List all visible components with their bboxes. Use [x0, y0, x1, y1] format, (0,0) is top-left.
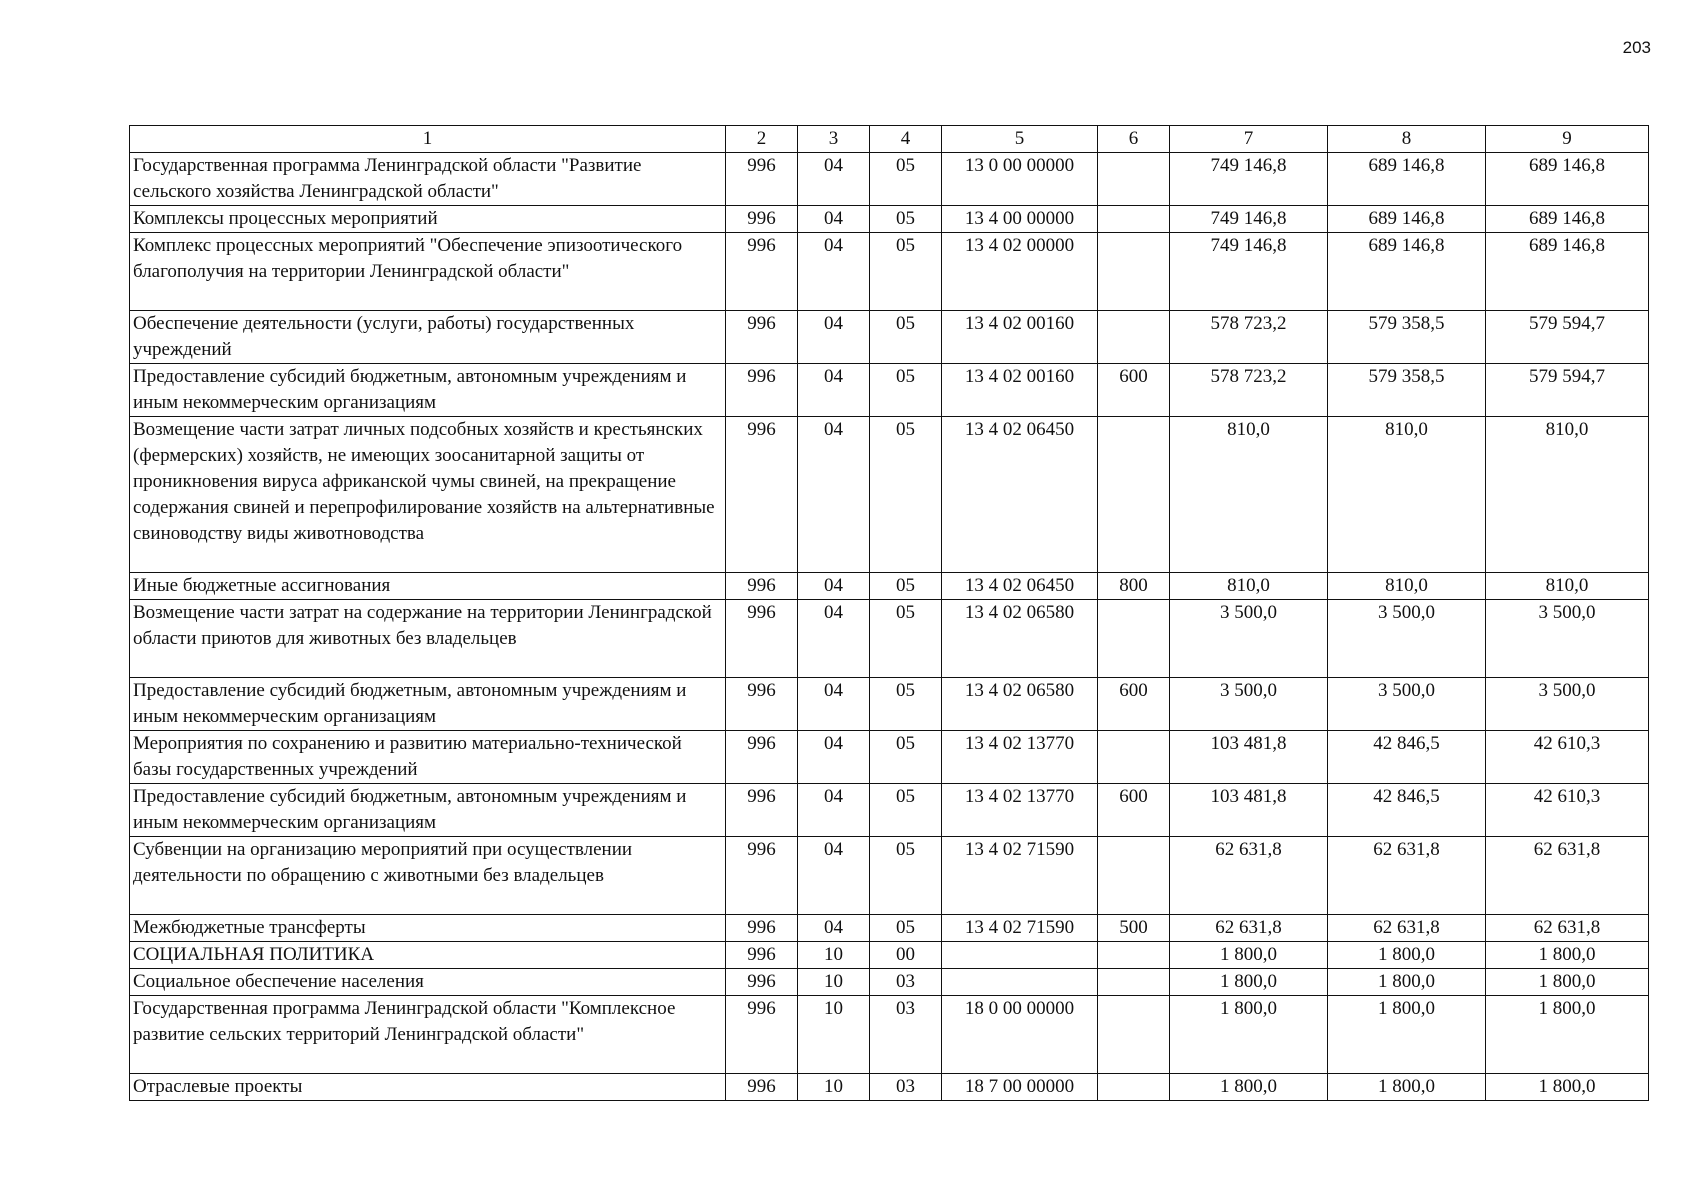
table-row	[130, 206, 1649, 233]
row-name: Государственная программа Ленинградской области "Комплексное развитие сельских территорий Ленинградской области"	[130, 996, 726, 1074]
row-target-code: 18 7 00 00000	[942, 1074, 1098, 1101]
row-amount-col7: 1 800,0	[1170, 942, 1328, 969]
row-section-code: 996	[726, 1074, 798, 1101]
row-amount-col7: 810,0	[1170, 573, 1328, 600]
row-amount-col9: 62 631,8	[1486, 915, 1649, 942]
row-section-code: 996	[726, 153, 798, 206]
row-amount-col7: 749 146,8	[1170, 206, 1328, 233]
row-expense-type	[1098, 996, 1170, 1074]
header-row	[130, 126, 1649, 153]
row-expense-type	[1098, 311, 1170, 364]
row-amount-col7: 1 800,0	[1170, 1074, 1328, 1101]
row-chapter-code: 10	[798, 996, 870, 1074]
row-section-code: 996	[726, 600, 798, 678]
row-amount-col9: 689 146,8	[1486, 153, 1649, 206]
column-header: 4	[870, 126, 942, 153]
row-target-code: 13 4 02 13770	[942, 731, 1098, 784]
table-row	[130, 600, 1649, 678]
row-chapter-code: 04	[798, 573, 870, 600]
row-chapter-code: 04	[798, 417, 870, 573]
row-subchapter-code: 05	[870, 153, 942, 206]
row-amount-col7: 749 146,8	[1170, 153, 1328, 206]
row-section-code: 996	[726, 678, 798, 731]
row-section-code: 996	[726, 915, 798, 942]
row-expense-type: 800	[1098, 573, 1170, 600]
column-header: 2	[726, 126, 798, 153]
row-chapter-code: 04	[798, 600, 870, 678]
row-section-code: 996	[726, 996, 798, 1074]
row-expense-type: 600	[1098, 678, 1170, 731]
row-expense-type	[1098, 942, 1170, 969]
row-amount-col7: 3 500,0	[1170, 600, 1328, 678]
row-chapter-code: 04	[798, 915, 870, 942]
row-chapter-code: 10	[798, 1074, 870, 1101]
row-amount-col7: 62 631,8	[1170, 915, 1328, 942]
row-amount-col8: 3 500,0	[1328, 600, 1486, 678]
row-name: Межбюджетные трансферты	[130, 915, 726, 942]
row-chapter-code: 04	[798, 837, 870, 915]
row-chapter-code: 04	[798, 233, 870, 311]
row-chapter-code: 04	[798, 364, 870, 417]
row-amount-col9: 810,0	[1486, 417, 1649, 573]
row-expense-type	[1098, 417, 1170, 573]
row-section-code: 996	[726, 969, 798, 996]
row-expense-type	[1098, 600, 1170, 678]
row-subchapter-code: 05	[870, 311, 942, 364]
row-expense-type	[1098, 837, 1170, 915]
row-amount-col7: 578 723,2	[1170, 364, 1328, 417]
row-amount-col8: 579 358,5	[1328, 311, 1486, 364]
row-expense-type	[1098, 206, 1170, 233]
column-header: 9	[1486, 126, 1649, 153]
table-row	[130, 942, 1649, 969]
row-subchapter-code: 05	[870, 784, 942, 837]
column-header: 7	[1170, 126, 1328, 153]
row-target-code: 13 4 02 71590	[942, 915, 1098, 942]
row-target-code: 13 4 02 00160	[942, 364, 1098, 417]
row-amount-col8: 579 358,5	[1328, 364, 1486, 417]
row-chapter-code: 10	[798, 942, 870, 969]
row-amount-col9: 62 631,8	[1486, 837, 1649, 915]
row-name: Субвенции на организацию мероприятий при осуществлении деятельности по обращению с животными без владельцев	[130, 837, 726, 915]
row-amount-col7: 749 146,8	[1170, 233, 1328, 311]
row-target-code: 13 4 02 00000	[942, 233, 1098, 311]
table-row	[130, 996, 1649, 1074]
row-section-code: 996	[726, 573, 798, 600]
row-amount-col7: 578 723,2	[1170, 311, 1328, 364]
row-expense-type: 600	[1098, 784, 1170, 837]
row-target-code: 18 0 00 00000	[942, 996, 1098, 1074]
row-amount-col9: 579 594,7	[1486, 311, 1649, 364]
table-row	[130, 837, 1649, 915]
table-row	[130, 969, 1649, 996]
table-row	[130, 784, 1649, 837]
row-expense-type	[1098, 233, 1170, 311]
row-subchapter-code: 03	[870, 969, 942, 996]
table-row	[130, 417, 1649, 573]
row-section-code: 996	[726, 364, 798, 417]
row-name: Мероприятия по сохранению и развитию материально-технической базы государственных учреждений	[130, 731, 726, 784]
row-amount-col9: 689 146,8	[1486, 206, 1649, 233]
row-chapter-code: 04	[798, 206, 870, 233]
table-row	[130, 364, 1649, 417]
page-number: 203	[1622, 38, 1651, 57]
row-target-code: 13 4 02 13770	[942, 784, 1098, 837]
row-name: Иные бюджетные ассигнования	[130, 573, 726, 600]
row-amount-col9: 42 610,3	[1486, 784, 1649, 837]
table-row	[130, 915, 1649, 942]
table-row	[130, 731, 1649, 784]
row-name: Возмещение части затрат личных подсобных хозяйств и крестьянских (фермерских) хозяйств, не имеющих зоосанитарной защиты от проникновения вируса африканской чумы свиней, на прекращение содержания свиней и перепрофилирование хозяйств на альтернативные свиноводству виды животноводства	[130, 417, 726, 573]
row-amount-col9: 579 594,7	[1486, 364, 1649, 417]
row-amount-col9: 3 500,0	[1486, 600, 1649, 678]
table-body	[130, 153, 1649, 1101]
table-row	[130, 678, 1649, 731]
row-subchapter-code: 05	[870, 233, 942, 311]
row-target-code: 13 4 00 00000	[942, 206, 1098, 233]
row-name: Предоставление субсидий бюджетным, автономным учреждениям и иным некоммерческим организациям	[130, 784, 726, 837]
row-amount-col9: 1 800,0	[1486, 969, 1649, 996]
row-expense-type	[1098, 969, 1170, 996]
row-amount-col8: 810,0	[1328, 417, 1486, 573]
row-amount-col9: 3 500,0	[1486, 678, 1649, 731]
row-amount-col7: 62 631,8	[1170, 837, 1328, 915]
row-target-code: 13 4 02 06580	[942, 600, 1098, 678]
row-target-code: 13 4 02 06450	[942, 417, 1098, 573]
row-section-code: 996	[726, 942, 798, 969]
row-name: Предоставление субсидий бюджетным, автономным учреждениям и иным некоммерческим организациям	[130, 678, 726, 731]
row-section-code: 996	[726, 206, 798, 233]
table-row	[130, 311, 1649, 364]
row-name: Государственная программа Ленинградской области "Развитие сельского хозяйства Ленинградской области"	[130, 153, 726, 206]
row-subchapter-code: 00	[870, 942, 942, 969]
row-amount-col7: 1 800,0	[1170, 969, 1328, 996]
row-name: Комплексы процессных мероприятий	[130, 206, 726, 233]
row-name: Отраслевые проекты	[130, 1074, 726, 1101]
row-subchapter-code: 05	[870, 573, 942, 600]
row-amount-col9: 810,0	[1486, 573, 1649, 600]
column-header: 6	[1098, 126, 1170, 153]
row-target-code: 13 4 02 06450	[942, 573, 1098, 600]
row-section-code: 996	[726, 731, 798, 784]
row-section-code: 996	[726, 417, 798, 573]
row-name: Обеспечение деятельности (услуги, работы) государственных учреждений	[130, 311, 726, 364]
row-target-code: 13 4 02 00160	[942, 311, 1098, 364]
row-chapter-code: 10	[798, 969, 870, 996]
row-section-code: 996	[726, 784, 798, 837]
row-section-code: 996	[726, 311, 798, 364]
row-amount-col8: 689 146,8	[1328, 153, 1486, 206]
row-amount-col8: 62 631,8	[1328, 915, 1486, 942]
budget-table	[129, 125, 1649, 1101]
row-amount-col7: 3 500,0	[1170, 678, 1328, 731]
row-amount-col9: 1 800,0	[1486, 1074, 1649, 1101]
row-amount-col8: 1 800,0	[1328, 969, 1486, 996]
row-subchapter-code: 05	[870, 600, 942, 678]
row-amount-col8: 1 800,0	[1328, 942, 1486, 969]
row-expense-type	[1098, 153, 1170, 206]
row-subchapter-code: 05	[870, 915, 942, 942]
row-subchapter-code: 03	[870, 996, 942, 1074]
row-amount-col7: 103 481,8	[1170, 731, 1328, 784]
row-expense-type	[1098, 1074, 1170, 1101]
row-chapter-code: 04	[798, 311, 870, 364]
table-row	[130, 233, 1649, 311]
row-subchapter-code: 05	[870, 837, 942, 915]
row-amount-col8: 1 800,0	[1328, 996, 1486, 1074]
row-expense-type	[1098, 731, 1170, 784]
row-amount-col8: 810,0	[1328, 573, 1486, 600]
table-row	[130, 573, 1649, 600]
row-amount-col8: 689 146,8	[1328, 233, 1486, 311]
row-name: СОЦИАЛЬНАЯ ПОЛИТИКА	[130, 942, 726, 969]
row-expense-type: 600	[1098, 364, 1170, 417]
row-amount-col7: 103 481,8	[1170, 784, 1328, 837]
column-header: 8	[1328, 126, 1486, 153]
row-chapter-code: 04	[798, 731, 870, 784]
row-amount-col8: 42 846,5	[1328, 784, 1486, 837]
row-section-code: 996	[726, 837, 798, 915]
row-subchapter-code: 03	[870, 1074, 942, 1101]
row-name: Социальное обеспечение населения	[130, 969, 726, 996]
row-amount-col8: 62 631,8	[1328, 837, 1486, 915]
row-chapter-code: 04	[798, 784, 870, 837]
row-expense-type: 500	[1098, 915, 1170, 942]
row-section-code: 996	[726, 233, 798, 311]
row-amount-col8: 3 500,0	[1328, 678, 1486, 731]
row-amount-col8: 689 146,8	[1328, 206, 1486, 233]
row-target-code: 13 4 02 71590	[942, 837, 1098, 915]
row-target-code	[942, 942, 1098, 969]
row-subchapter-code: 05	[870, 678, 942, 731]
row-chapter-code: 04	[798, 678, 870, 731]
row-amount-col8: 42 846,5	[1328, 731, 1486, 784]
row-subchapter-code: 05	[870, 417, 942, 573]
row-name: Возмещение части затрат на содержание на территории Ленинградской области приютов для животных без владельцев	[130, 600, 726, 678]
row-amount-col9: 42 610,3	[1486, 731, 1649, 784]
row-target-code: 13 4 02 06580	[942, 678, 1098, 731]
column-header: 1	[130, 126, 726, 153]
row-amount-col7: 1 800,0	[1170, 996, 1328, 1074]
row-name: Комплекс процессных мероприятий "Обеспечение эпизоотического благополучия на территории Ленинградской области"	[130, 233, 726, 311]
row-chapter-code: 04	[798, 153, 870, 206]
row-name: Предоставление субсидий бюджетным, автономным учреждениям и иным некоммерческим организациям	[130, 364, 726, 417]
column-header: 5	[942, 126, 1098, 153]
table-row	[130, 153, 1649, 206]
table-row	[130, 1074, 1649, 1101]
row-target-code	[942, 969, 1098, 996]
column-header: 3	[798, 126, 870, 153]
row-subchapter-code: 05	[870, 364, 942, 417]
row-amount-col8: 1 800,0	[1328, 1074, 1486, 1101]
row-amount-col7: 810,0	[1170, 417, 1328, 573]
row-target-code: 13 0 00 00000	[942, 153, 1098, 206]
row-amount-col9: 689 146,8	[1486, 233, 1649, 311]
row-subchapter-code: 05	[870, 206, 942, 233]
row-subchapter-code: 05	[870, 731, 942, 784]
row-amount-col9: 1 800,0	[1486, 996, 1649, 1074]
row-amount-col9: 1 800,0	[1486, 942, 1649, 969]
